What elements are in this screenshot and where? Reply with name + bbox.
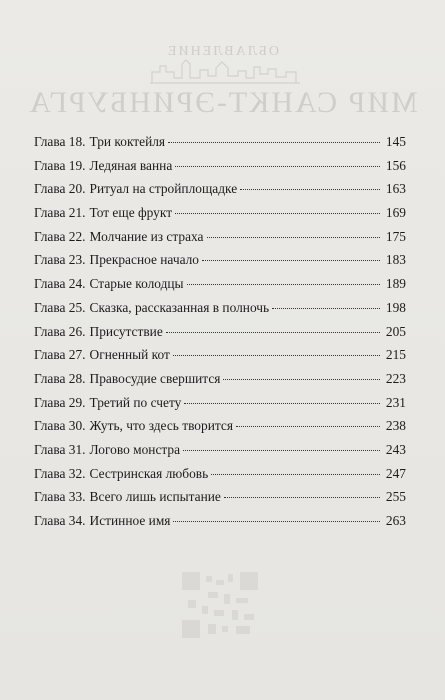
toc-entry bbox=[34, 414, 406, 438]
chapter-label: Глава 33. bbox=[34, 489, 86, 505]
chapter-title: Присутствие bbox=[89, 323, 163, 339]
page-number: 263 bbox=[385, 513, 406, 528]
page-number: 175 bbox=[385, 228, 406, 244]
chapter-label: Глава 20. bbox=[34, 181, 86, 197]
page-number: 169 bbox=[385, 205, 406, 221]
page-number: 145 bbox=[385, 134, 406, 149]
chapter-label: Глава 26. bbox=[34, 323, 86, 339]
toc-entry bbox=[34, 177, 406, 201]
dot-leader bbox=[272, 308, 380, 309]
toc-entry bbox=[34, 509, 406, 533]
chapter-title: Логово монстра bbox=[89, 441, 181, 457]
toc-entry bbox=[34, 320, 406, 344]
dot-leader bbox=[175, 213, 380, 214]
chapter-title: Всего лишь испытание bbox=[89, 489, 221, 505]
dot-leader bbox=[166, 332, 380, 333]
chapter-label: Глава 21. bbox=[34, 205, 86, 221]
bleed-through-qr-code bbox=[180, 570, 260, 640]
page-number: 223 bbox=[385, 370, 406, 386]
chapter-title: Тот еще фрукт bbox=[89, 205, 173, 221]
chapter-label: Глава 34. bbox=[34, 513, 86, 528]
page-number: 215 bbox=[385, 347, 406, 363]
toc-entry bbox=[34, 225, 406, 249]
chapter-title: Ритуал на стройплощадке bbox=[89, 181, 238, 197]
toc-entry bbox=[34, 367, 406, 391]
page-number: 255 bbox=[385, 489, 406, 505]
chapter-title: Ледяная ванна bbox=[89, 157, 173, 173]
dot-leader bbox=[224, 497, 380, 498]
page-number: 231 bbox=[385, 394, 406, 410]
toc-entry bbox=[34, 296, 406, 320]
dot-leader bbox=[173, 355, 380, 356]
chapter-label: Глава 25. bbox=[34, 299, 86, 315]
chapter-title: Сестринская любовь bbox=[89, 465, 209, 481]
page-number: 156 bbox=[385, 157, 406, 173]
chapter-title: Старые колодцы bbox=[89, 276, 184, 292]
chapter-label: Глава 28. bbox=[34, 370, 86, 386]
dot-leader bbox=[168, 142, 380, 143]
chapter-title: Третий по счету bbox=[89, 394, 182, 410]
dot-leader bbox=[211, 474, 380, 475]
chapter-label: Глава 32. bbox=[34, 465, 86, 481]
chapter-label: Глава 30. bbox=[34, 418, 86, 434]
chapter-label: Глава 27. bbox=[34, 347, 86, 363]
page-number: 247 bbox=[385, 465, 406, 481]
dot-leader bbox=[175, 166, 380, 167]
dot-leader bbox=[223, 379, 380, 380]
page-number: 163 bbox=[385, 181, 406, 197]
page-number: 205 bbox=[385, 323, 406, 339]
bleed-through-large-heading: МИР САНКТ-ЭРИНБУРГА bbox=[27, 86, 418, 119]
toc-entry bbox=[34, 130, 406, 154]
dot-leader bbox=[240, 189, 380, 190]
toc-entry bbox=[34, 201, 406, 225]
chapter-label: Глава 23. bbox=[34, 252, 86, 268]
table-of-contents bbox=[34, 130, 406, 533]
toc-entry bbox=[34, 438, 406, 462]
toc-entry bbox=[34, 272, 406, 296]
chapter-title: Молчание из страха bbox=[89, 228, 204, 244]
chapter-label: Глава 19. bbox=[34, 157, 86, 173]
chapter-title: Истинное имя bbox=[89, 513, 171, 528]
chapter-title: Жуть, что здесь творится bbox=[89, 418, 233, 434]
dot-leader bbox=[173, 521, 380, 522]
chapter-label: Глава 29. bbox=[34, 394, 86, 410]
toc-entry bbox=[34, 343, 406, 367]
chapter-title: Правосудие свершится bbox=[89, 370, 221, 386]
bleed-through-header bbox=[0, 0, 445, 118]
page-number: 189 bbox=[385, 276, 406, 292]
chapter-title: Сказка, рассказанная в полночь bbox=[89, 299, 270, 315]
dot-leader bbox=[183, 450, 380, 451]
dot-leader bbox=[236, 426, 380, 427]
bleed-through-skyline-illustration bbox=[150, 58, 300, 84]
chapter-title: Огненный кот bbox=[89, 347, 170, 363]
chapter-title: Прекрасное начало bbox=[89, 252, 200, 268]
page-number: 243 bbox=[385, 441, 406, 457]
chapter-label: Глава 31. bbox=[34, 441, 86, 457]
chapter-label: Глава 22. bbox=[34, 228, 86, 244]
chapter-title: Три коктейля bbox=[89, 134, 166, 149]
dot-leader bbox=[207, 237, 381, 238]
dot-leader bbox=[187, 284, 380, 285]
page-number: 198 bbox=[385, 299, 406, 315]
page-number: 238 bbox=[385, 418, 406, 434]
dot-leader bbox=[202, 260, 380, 261]
toc-entry bbox=[34, 462, 406, 486]
toc-entry bbox=[34, 154, 406, 178]
toc-entry bbox=[34, 248, 406, 272]
chapter-label: Глава 24. bbox=[34, 276, 86, 292]
page-number: 183 bbox=[385, 252, 406, 268]
toc-entry bbox=[34, 391, 406, 415]
dot-leader bbox=[184, 403, 380, 404]
bleed-through-small-heading: ОБЛАВЛЕНИЕ bbox=[165, 44, 280, 59]
toc-entry bbox=[34, 485, 406, 509]
chapter-label: Глава 18. bbox=[34, 134, 86, 149]
